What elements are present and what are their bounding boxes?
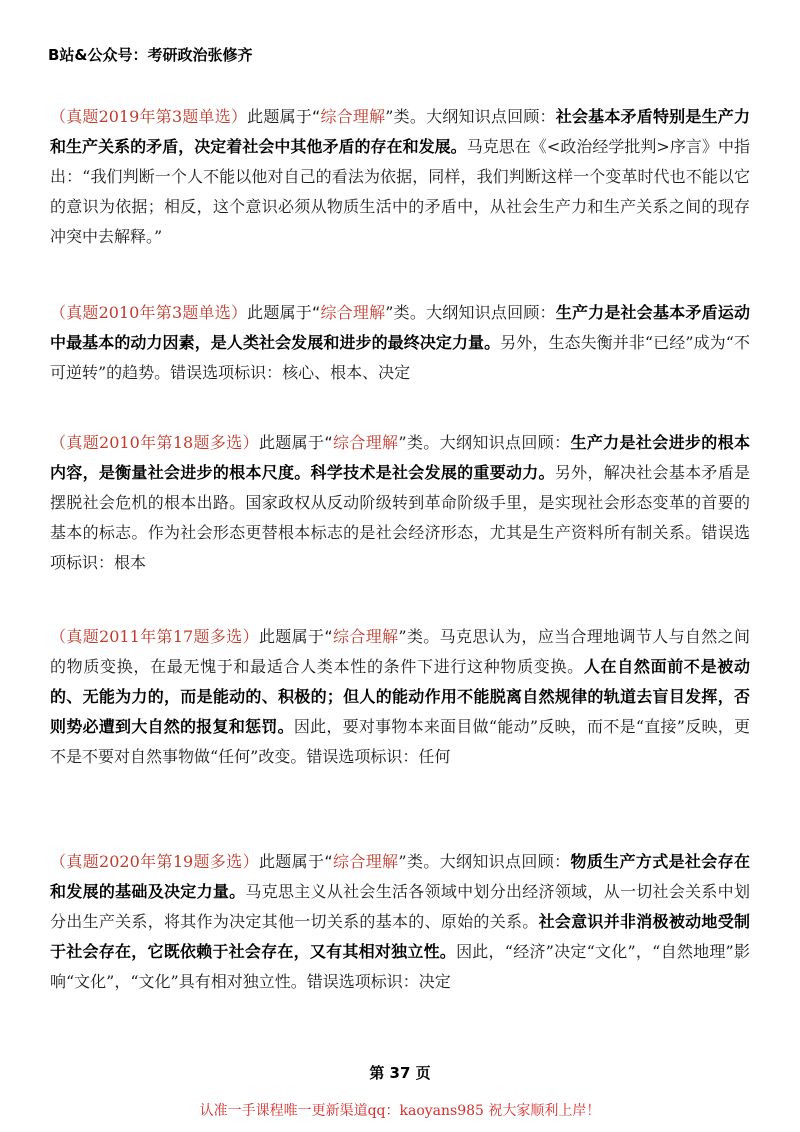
lead-text: 此题属于“ xyxy=(258,852,333,871)
body-text: ”类。大纲知识点回顾： xyxy=(385,107,556,126)
body-text: ”类。大纲知识点回顾： xyxy=(398,852,571,871)
question-tag: （真题2010年第18题多选） xyxy=(50,433,259,452)
body-text: 另外，解决社会基本矛盾是摆脱社会危机的根本出路。国家政权从反动阶级转到革命阶级手里，是实现社会形态变革的首要的基本的标志。作为社会形态更替根本标志的是社会经济形态，尤其是生产资料所有制关系。错误选项标识：根本 xyxy=(50,463,750,572)
paragraph-4 xyxy=(50,622,750,772)
body-text: 马克思在《<政治经学批判>序言》中指出：“我们判断一个人不能以他对自己的看法为依据，同样，我们判断这样一个变革时代也不能以它的意识为依据；相反，这个意识必须从物质生活中的矛盾中，从社会生产力和生产关系之间的现存冲突中去解释。” xyxy=(50,137,750,246)
body-text: 因此，要对事物本来面目做“能动”反映，而不是“直接”反映，更不是不要对自然事物做“任何”改变。错误选项标识：任何 xyxy=(50,717,750,766)
paragraph-1 xyxy=(50,102,750,252)
category-label: 综合理解 xyxy=(320,303,386,322)
key-point: 物质生产方式是社会存在和发展的基础及决定力量。 xyxy=(50,852,750,901)
key-point: 生产力是社会基本矛盾运动中最基本的动力因素，是人类社会发展和进步的最终决定力量。 xyxy=(50,303,750,352)
paragraph-5 xyxy=(50,847,750,997)
body-text: 另外，生态失衡并非“已经”成为“不可逆转”的趋势。错误选项标识：核心、根本、决定 xyxy=(50,333,750,382)
question-tag: （真题2020年第19题多选） xyxy=(50,852,259,871)
lead-text: 此题属于“ xyxy=(258,627,333,646)
key-point: 社会基本矛盾特别是生产力和生产关系的矛盾，决定着社会中其他矛盾的存在和发展。 xyxy=(50,107,750,156)
footer-notice: 认准一手课程唯一更新渠道qq：kaoyans985 祝大家顺利上岸！ xyxy=(199,1103,601,1119)
category-label: 综合理解 xyxy=(320,107,386,126)
page-number: 第 37 页 xyxy=(369,1064,431,1082)
question-tag: （真题2019年第3题单选） xyxy=(50,107,248,126)
header-source: B站&公众号：考研政治张修齐 xyxy=(48,46,253,64)
paragraph-2 xyxy=(50,298,750,388)
lead-text: 此题属于“ xyxy=(258,433,333,452)
lead-text: 此题属于“ xyxy=(247,107,321,126)
body-text: ”类。马克思认为，应当合理地调节人与自然之间的物质变换，在最无愧于和最适合人类本性的条件下进行这种物质变换。 xyxy=(50,627,750,676)
key-point: 生产力是社会进步的根本内容，是衡量社会进步的根本尺度。科学技术是社会发展的重要动力。 xyxy=(50,433,750,482)
key-point: 人在自然面前不是被动的、无能为力的，而是能动的、积极的；但人的能动作用不能脱离自然规律的轨道去盲目发挥，否则势必遭到大自然的报复和惩罚。 xyxy=(50,657,750,736)
question-tag: （真题2011年第17题多选） xyxy=(50,627,259,646)
body-text: 因此，“经济”决定“文化”，“自然地理”影响“文化”，“文化”具有相对独立性。错误选项标识：决定 xyxy=(50,942,750,991)
body-text: 马克思主义从社会生活各领域中划分出经济领域，从一切社会关系中划分出生产关系，将其作为决定其他一切关系的基本的、原始的关系。 xyxy=(50,882,750,931)
paragraph-3 xyxy=(50,428,750,578)
body-text: ”类。大纲知识点回顾： xyxy=(385,303,556,322)
question-tag: （真题2010年第3题单选） xyxy=(50,303,248,322)
body-text: ”类。大纲知识点回顾： xyxy=(398,433,571,452)
category-label: 综合理解 xyxy=(332,627,399,646)
category-label: 综合理解 xyxy=(332,852,399,871)
key-point: 社会意识并非消极被动地受制于社会存在，它既依赖于社会存在，又有其相对独立性。 xyxy=(50,912,750,961)
lead-text: 此题属于“ xyxy=(247,303,321,322)
category-label: 综合理解 xyxy=(332,433,399,452)
